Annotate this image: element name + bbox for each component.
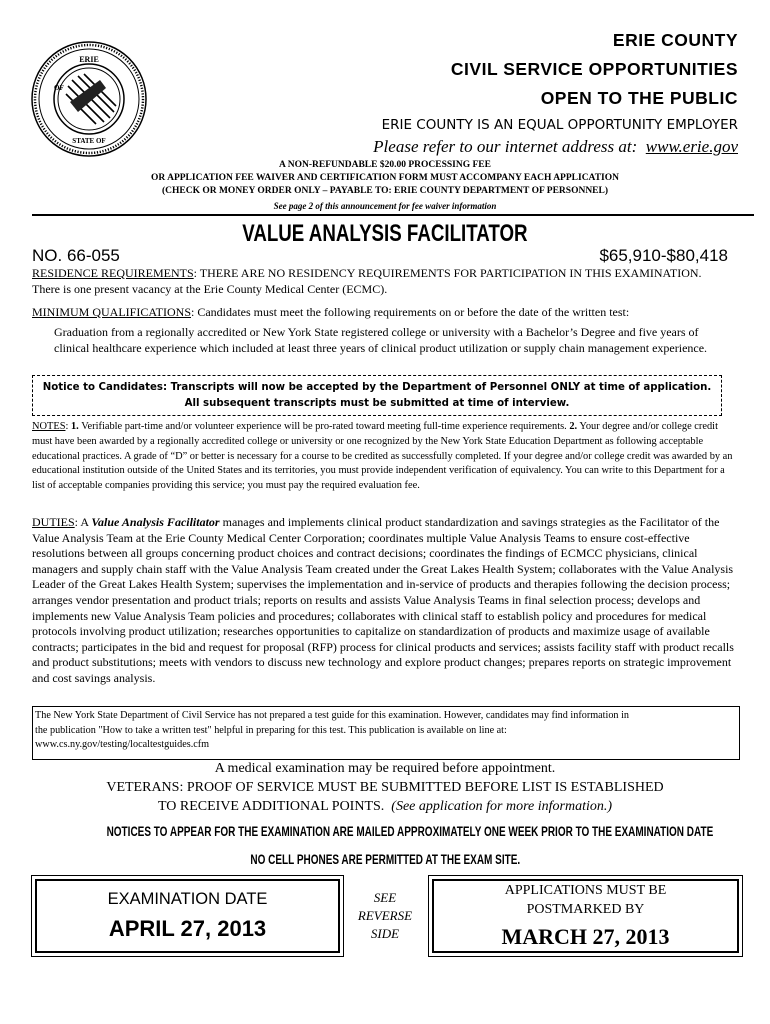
notes-label: NOTES <box>32 421 66 432</box>
header-open-public: OPEN TO THE PUBLIC <box>540 88 738 108</box>
web-prefix: Please refer to our internet address at: <box>373 137 638 156</box>
test-guide-box <box>32 706 740 760</box>
apps-line-1: APPLICATIONS MUST BE <box>504 883 667 898</box>
test-guide-line-2: the publication "How to take a written test" helpful in preparing for this test. This publication is available on line at: <box>35 724 507 736</box>
notices-line-1: NOTICES TO APPEAR FOR THE EXAMINATION ARE MAILED APPROXIMATELY ONE WEEK PRIOR TO THE EXAMINATION DATE <box>106 824 714 839</box>
transcript-notice-box <box>32 375 722 416</box>
residence-text: : THERE ARE NO RESIDENCY REQUIREMENTS FOR PARTICIPATION IN THIS EXAMINATION. There is one present vacancy at the Erie County Medical Center (ECMC). <box>32 266 702 296</box>
fee-line-3: (CHECK OR MONEY ORDER ONLY – PAYABLE TO: ERIE COUNTY DEPARTMENT OF PERSONNEL) <box>161 186 609 196</box>
note-2-text: Your degree and/or college credit must have been awarded by a regionally accredited college or university or one recognized by the New York State Education Department as following acceptable educational practices. A grade of “D” or better is necessary for a course to be credited as successfully completed. If your degree and/or college credit was awarded by an educational institution outside of the United States and its territories, you must provide independent verification of equivalency. You can write to this Department for a list of acceptable companies providing this service; you must pay the required evaluation fee. <box>32 421 733 492</box>
fee-line-1: A NON-REFUNDABLE $20.00 PROCESSING FEE <box>279 160 491 170</box>
notice-line-1: Notice to Candidates: Transcripts will now be accepted by the Department of Personnel ONLY at time of application. <box>42 382 712 393</box>
veterans-points: TO RECEIVE ADDITIONAL POINTS. <box>157 799 385 814</box>
minimum-label: MINIMUM QUALIFICATIONS <box>32 305 191 319</box>
apps-line-2: POSTMARKED BY <box>526 902 645 917</box>
web-url-link[interactable]: www.erie.gov <box>645 137 738 156</box>
header-county: ERIE COUNTY <box>612 30 738 50</box>
seal-top-text: ERIE <box>79 55 99 64</box>
duties-job-title: Value Analysis Facilitator <box>91 515 220 529</box>
applications-deadline-box <box>428 875 743 957</box>
exam-date-value: APRIL 27, 2013 <box>108 916 267 941</box>
see-reverse-side <box>342 889 428 943</box>
see-reverse-l2: REVERSE <box>357 908 413 923</box>
job-title-wrap <box>0 220 770 248</box>
eoe-statement: ERIE COUNTY IS AN EQUAL OPPORTUNITY EMPLOYER <box>381 117 738 133</box>
see-reverse-l1: SEE <box>373 890 397 905</box>
duties-section <box>32 515 740 687</box>
notices-line-1-wrap <box>0 823 770 841</box>
minimum-detail: Graduation from a regionally accredited or New York State registered college or university with a Bachelor’s Degree and five years of clinical healthcare experience which included at least three years of clinical product utilization or supply chain management experience. <box>54 325 708 355</box>
residence-label: RESIDENCE REQUIREMENTS <box>32 266 194 280</box>
minimum-text: : Candidates must meet the following requirements on or before the date of the written test: <box>191 305 630 319</box>
duties-prefix: : A <box>74 515 92 529</box>
fee-line-2: OR APPLICATION FEE WAIVER AND CERTIFICATION FORM MUST ACCOMPANY EACH APPLICATION <box>150 173 619 183</box>
minimum-qualifications <box>32 305 752 321</box>
erie-county-seal <box>30 40 148 158</box>
see-reverse-l3: SIDE <box>370 926 400 941</box>
veterans-line-2 <box>0 799 770 815</box>
header-civil-service: CIVIL SERVICE OPPORTUNITIES <box>450 59 738 79</box>
seal-bottom-text: STATE OF <box>72 137 106 145</box>
salary-range: $65,910-$80,418 <box>599 246 728 265</box>
apps-deadline-date: MARCH 27, 2013 <box>501 924 670 949</box>
seal-left-text: OF <box>54 84 64 92</box>
note-1-number: 1. <box>70 421 79 432</box>
exam-number: NO. 66-055 <box>32 246 120 265</box>
fee-waiver-note: See page 2 of this announcement for fee waiver information <box>273 201 497 211</box>
notices-line-2: NO CELL PHONES ARE PERMITTED AT THE EXAM SITE. <box>250 852 520 867</box>
note-1-text: Verifiable part-time and/or volunteer experience will be pro-rated toward meeting full-time experience requirements. <box>78 421 567 432</box>
test-guide-link[interactable]: www.cs.ny.gov/testing/localtestguides.cfm <box>35 739 210 750</box>
residence-requirements <box>32 266 722 297</box>
veterans-line-1: VETERANS: PROOF OF SERVICE MUST BE SUBMITTED BEFORE LIST IS ESTABLISHED <box>106 780 664 795</box>
notice-line-2: All subsequent transcripts must be submitted at time of interview. <box>184 398 570 409</box>
fee-divider <box>32 214 754 216</box>
job-title: VALUE ANALYSIS FACILITATOR <box>242 220 528 247</box>
web-reference <box>373 137 738 157</box>
note-2-number: 2. <box>569 421 578 432</box>
notes-section: NOTES: 1. Verifiable part-time and/or volunteer experience will be pro-rated toward meeting full-time experience requirements. 2. Your degree and/or college credit must have been awarded by a regionally accredited college or university or one recognized by the New York State Education Department as following acceptable educational practices. A grade of “D” or better is necessary for a course to be credited as successfully completed. If your degree and/or college credit was awarded by an educational institution outside of the United States and its territories, you must provide independent verification of equivalency. You can write to this Department for a list of acceptable companies providing this service; you must pay the required evaluation fee. <box>32 421 733 492</box>
duties-label: DUTIES <box>32 515 75 529</box>
exam-date-box <box>31 875 344 957</box>
veterans-application-note: (See application for more information.) <box>391 799 613 814</box>
exam-date-label: EXAMINATION DATE <box>107 890 268 908</box>
duties-text: manages and implements clinical product standardization and savings strategies as the Facilitator of the Value Analysis Team at the Erie County Medical Center Corporation; coordinates multiple Value Analysis Teams to ensure cost-effective resolutions between all groups concerning product choices and contract decisions; coordinates the findings of ECMCC physicians, clinical managers and supply chain staff with the Value Analysis Team created under the Great Lakes Health System; collaborates with the Value Analysis Leader of the Great Lakes Health System; supervises the implementation and in-service of products and therapies following the decision process; arranges vendor presentation and product trials; reports on results and assists Value Analysis Teams in final selection process; develops and implements new Value Analysis Team policies and procedures; collaborates with clinical staff to establish policy and procedures for medical protocols involving product utilization; researches opportunities to capitalize on standardization of products and maximize usage of available contracts; participates in the bid and request for proposal (RFP) process for clinical products and services; assists facility staff with product recalls and product substitutions; meets with vendors to discuss new technology and explore product changes; prepares reports on strategic improvement and cost savings analysis. <box>32 515 734 685</box>
medical-exam-note: A medical examination may be required before appointment. <box>214 761 556 776</box>
test-guide-line-1: The New York State Department of Civil Service has not prepared a test guide for this examination. However, candidates may find information in <box>35 710 629 721</box>
notices-line-2-wrap <box>0 851 770 869</box>
